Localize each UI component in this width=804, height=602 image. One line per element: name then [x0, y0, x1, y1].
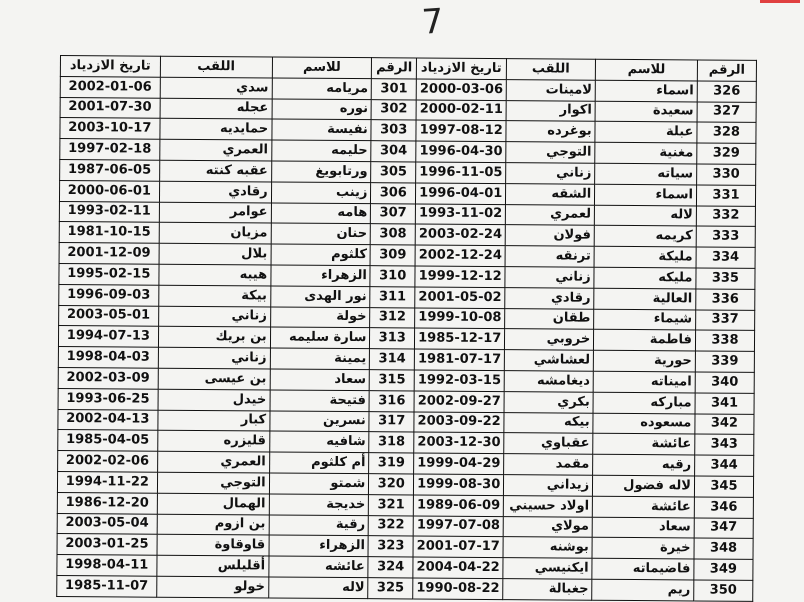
- name-cell: عائشة: [593, 434, 695, 456]
- number-cell: 314: [370, 349, 415, 370]
- date-cell: 1996-09-03: [59, 284, 159, 305]
- date-cell: 2003-05-01: [59, 305, 159, 326]
- surname-cell: التوجي: [157, 472, 269, 494]
- header-name-left: للاسم: [272, 57, 372, 78]
- name-cell: هامه: [271, 203, 371, 224]
- number-cell: 348: [694, 538, 753, 559]
- number-cell: 336: [696, 289, 755, 310]
- name-cell: فاطمة: [594, 330, 696, 352]
- surname-cell: خولو: [156, 576, 268, 598]
- corner-mark: [760, 0, 800, 3]
- surname-cell: خيدل: [158, 389, 270, 411]
- name-cell: زينب: [271, 182, 371, 203]
- date-cell: 1998-04-11: [57, 555, 157, 576]
- date-cell: 1989-06-09: [413, 495, 503, 516]
- number-cell: 313: [370, 328, 415, 349]
- surname-cell: طقان: [504, 308, 594, 329]
- name-cell: أم كلثوم: [269, 452, 369, 473]
- name-cell: يمينة: [270, 348, 370, 369]
- name-cell: الزهراء: [271, 265, 371, 286]
- number-cell: 310: [370, 266, 415, 287]
- name-cell: مسعوده: [593, 413, 695, 435]
- number-cell: 322: [369, 515, 414, 536]
- number-cell: 307: [371, 203, 416, 224]
- date-cell: 2003-10-17: [60, 118, 160, 139]
- name-cell: نور الهدى: [270, 286, 370, 307]
- date-cell: 1995-02-15: [59, 263, 159, 284]
- date-cell: 2002-12-24: [415, 245, 505, 266]
- date-cell: 1997-08-12: [416, 120, 506, 141]
- name-cell: لاله: [595, 205, 697, 227]
- number-cell: 338: [695, 330, 754, 351]
- header-number-left: الرقم: [372, 58, 417, 79]
- date-cell: 2003-05-04: [57, 513, 157, 534]
- name-cell: لاله فضول: [593, 475, 695, 497]
- number-cell: 315: [370, 370, 415, 391]
- number-cell: 321: [369, 494, 414, 515]
- register-table: [56, 55, 757, 602]
- surname-cell: عقباوي: [503, 433, 593, 454]
- name-cell: عائشة: [592, 496, 694, 518]
- date-cell: 2003-12-30: [414, 432, 504, 453]
- date-cell: 1997-07-08: [413, 516, 503, 537]
- surname-cell: أقليلس: [157, 555, 269, 577]
- name-cell: سياته: [595, 163, 697, 185]
- name-cell: خيرة: [592, 538, 694, 560]
- page-number: 7: [420, 1, 446, 43]
- number-cell: 343: [695, 434, 754, 455]
- date-cell: 1990-08-22: [413, 578, 503, 599]
- number-cell: 332: [696, 206, 755, 227]
- surname-cell: بوشنه: [503, 537, 593, 558]
- name-cell: سعيدة: [595, 101, 697, 123]
- name-cell: مليكة: [594, 246, 696, 268]
- surname-cell: خروبي: [504, 329, 594, 350]
- surname-cell: بن بريك: [158, 327, 270, 349]
- date-cell: 1985-12-17: [415, 328, 505, 349]
- date-cell: 1985-04-05: [58, 430, 158, 451]
- name-cell: سعاد: [270, 369, 370, 390]
- date-cell: 2002-02-06: [58, 451, 158, 472]
- date-cell: 1986-12-20: [57, 492, 157, 513]
- name-cell: ريم: [592, 579, 694, 601]
- surname-cell: التوجي: [505, 142, 595, 163]
- name-cell: لاله: [268, 577, 368, 598]
- name-cell: شمتو: [269, 473, 369, 494]
- number-cell: 345: [694, 476, 753, 497]
- header-surname-left: اللقب: [160, 56, 272, 78]
- date-cell: 2000-02-11: [416, 100, 506, 121]
- date-cell: 1998-04-03: [58, 347, 158, 368]
- number-cell: 344: [695, 455, 754, 476]
- number-cell: 341: [695, 393, 754, 414]
- surname-cell: هيبه: [159, 264, 271, 286]
- date-cell: 1994-11-22: [57, 471, 157, 492]
- number-cell: 302: [371, 99, 416, 120]
- date-cell: 2000-06-01: [59, 180, 159, 201]
- surname-cell: عوامر: [159, 202, 271, 224]
- date-cell: 2002-04-13: [58, 409, 158, 430]
- name-cell: مريامه: [272, 78, 372, 99]
- surname-cell: رقادي: [159, 181, 271, 203]
- surname-cell: بوغرده: [506, 121, 596, 142]
- surname-cell: عقبه كنته: [159, 160, 271, 182]
- surname-cell: العمري: [159, 139, 271, 161]
- name-cell: مليكه: [594, 267, 696, 289]
- number-cell: 311: [370, 286, 415, 307]
- name-cell: رقية: [269, 515, 369, 536]
- name-cell: نوره: [272, 99, 372, 120]
- date-cell: 1996-04-30: [416, 141, 506, 162]
- surname-cell: بن عيسى: [158, 368, 270, 390]
- name-cell: كلثوم: [271, 244, 371, 265]
- name-cell: شيماء: [594, 309, 696, 331]
- number-cell: 312: [370, 307, 415, 328]
- name-cell: عائشه: [269, 556, 369, 577]
- date-cell: 2002-09-27: [414, 391, 504, 412]
- surname-cell: لعمري: [505, 204, 595, 225]
- surname-cell: بن ازوم: [157, 514, 269, 536]
- table-body: [57, 76, 757, 601]
- number-cell: 340: [695, 372, 754, 393]
- surname-cell: اولاد حسيني: [503, 495, 593, 516]
- surname-cell: قاوقاوة: [157, 535, 269, 557]
- surname-cell: مقمد: [503, 454, 593, 475]
- date-cell: 1981-07-17: [414, 349, 504, 370]
- surname-cell: رقادي: [504, 287, 594, 308]
- date-cell: 2001-07-30: [60, 97, 160, 118]
- number-cell: 301: [372, 78, 417, 99]
- name-cell: اسماء: [595, 80, 697, 102]
- header-date-right: تاريخ الازدياد: [416, 58, 506, 79]
- surname-cell: زيداني: [503, 475, 593, 496]
- surname-cell: بيكه: [504, 412, 594, 433]
- number-cell: 323: [368, 536, 413, 557]
- date-cell: 1993-11-02: [415, 204, 505, 225]
- date-cell: 1987-06-05: [60, 159, 160, 180]
- number-cell: 330: [697, 164, 756, 185]
- table-row: [57, 575, 753, 601]
- number-cell: 346: [694, 497, 753, 518]
- name-cell: سعاد: [592, 517, 694, 539]
- number-cell: 318: [369, 432, 414, 453]
- surname-cell: الشقه: [505, 183, 595, 204]
- name-cell: حنان: [271, 223, 371, 244]
- surname-cell: زناني: [158, 347, 270, 369]
- date-cell: 2002-03-09: [58, 367, 158, 388]
- date-cell: 1999-12-12: [415, 266, 505, 287]
- surname-cell: بلال: [159, 243, 271, 265]
- surname-cell: اكوار: [506, 100, 596, 121]
- name-cell: ورتابويغ: [271, 161, 371, 182]
- number-cell: 306: [371, 182, 416, 203]
- surname-cell: لامينات: [506, 79, 596, 100]
- date-cell: 1999-10-08: [415, 308, 505, 329]
- number-cell: 325: [368, 578, 413, 599]
- date-cell: 2001-07-17: [413, 536, 503, 557]
- name-cell: رقيه: [593, 454, 695, 476]
- date-cell: 1996-11-05: [416, 162, 506, 183]
- number-cell: 320: [369, 474, 414, 495]
- date-cell: 2001-05-02: [415, 287, 505, 308]
- number-cell: 335: [696, 268, 755, 289]
- surname-cell: الهمال: [157, 493, 269, 515]
- date-cell: 2003-01-25: [57, 534, 157, 555]
- name-cell: عبلة: [595, 122, 697, 144]
- number-cell: 339: [695, 351, 754, 372]
- surname-cell: مزيان: [159, 223, 271, 245]
- surname-cell: عجله: [160, 98, 272, 120]
- number-cell: 350: [694, 580, 753, 601]
- date-cell: 1994-07-13: [58, 326, 158, 347]
- number-cell: 308: [371, 224, 416, 245]
- number-cell: 327: [697, 102, 756, 123]
- date-cell: 1993-06-25: [58, 388, 158, 409]
- header-surname-right: اللقب: [506, 59, 596, 80]
- surname-cell: ايكنيسي: [503, 558, 593, 579]
- date-cell: 1993-02-11: [59, 201, 159, 222]
- number-cell: 333: [696, 226, 755, 247]
- surname-cell: زناني: [505, 163, 595, 184]
- name-cell: العالية: [594, 288, 696, 310]
- date-cell: 2004-04-22: [413, 557, 503, 578]
- name-cell: مغنية: [595, 142, 697, 164]
- surname-cell: قليزره: [157, 431, 269, 453]
- name-cell: حورية: [593, 350, 695, 372]
- name-cell: اميناته: [593, 371, 695, 393]
- name-cell: مباركه: [593, 392, 695, 414]
- date-cell: 1992-03-15: [414, 370, 504, 391]
- surname-cell: بيكة: [158, 285, 270, 307]
- name-cell: نسرين: [270, 411, 370, 432]
- surname-cell: العمري: [157, 451, 269, 473]
- number-cell: 316: [369, 390, 414, 411]
- name-cell: نفيسة: [272, 119, 372, 140]
- surname-cell: لعشاشي: [504, 350, 594, 371]
- date-cell: 2003-09-22: [414, 412, 504, 433]
- number-cell: 324: [368, 557, 413, 578]
- surname-cell: ديغامشه: [504, 371, 594, 392]
- date-cell: 1985-11-07: [57, 575, 157, 596]
- date-cell: 2002-01-06: [60, 76, 160, 97]
- name-cell: خديجة: [269, 494, 369, 515]
- number-cell: 319: [369, 453, 414, 474]
- date-cell: 1999-04-29: [414, 453, 504, 474]
- name-cell: خولة: [270, 307, 370, 328]
- name-cell: فتيحة: [270, 390, 370, 411]
- date-cell: 1996-04-01: [416, 183, 506, 204]
- name-cell: الزهراء: [269, 535, 369, 556]
- header-date-left: تاريخ الازدياد: [60, 56, 160, 77]
- number-cell: 326: [697, 81, 756, 102]
- number-cell: 317: [369, 411, 414, 432]
- number-cell: 334: [696, 247, 755, 268]
- date-cell: 2001-12-09: [59, 243, 159, 264]
- surname-cell: مولاي: [503, 516, 593, 537]
- name-cell: شافيه: [269, 431, 369, 452]
- number-cell: 329: [697, 143, 756, 164]
- surname-cell: زناني: [158, 306, 270, 328]
- surname-cell: جغبالة: [502, 579, 592, 600]
- number-cell: 331: [696, 185, 755, 206]
- surname-cell: كبار: [158, 410, 270, 432]
- name-cell: فاضيماته: [592, 558, 694, 580]
- name-cell: اسماء: [595, 184, 697, 206]
- date-cell: 2003-02-24: [415, 224, 505, 245]
- name-cell: سارة سليمه: [270, 327, 370, 348]
- number-cell: 349: [694, 559, 753, 580]
- number-cell: 347: [694, 517, 753, 538]
- name-cell: كريمه: [594, 226, 696, 248]
- surname-cell: زناني: [505, 267, 595, 288]
- number-cell: 304: [371, 141, 416, 162]
- date-cell: 1981-10-15: [59, 222, 159, 243]
- date-cell: 1999-08-30: [414, 474, 504, 495]
- number-cell: 328: [697, 122, 756, 143]
- number-cell: 342: [695, 413, 754, 434]
- surname-cell: حمايديه: [160, 119, 272, 141]
- surname-cell: ترنقه: [505, 246, 595, 267]
- surname-cell: بكري: [504, 391, 594, 412]
- date-cell: 2000-03-06: [416, 79, 506, 100]
- number-cell: 305: [371, 162, 416, 183]
- name-cell: حليمه: [271, 140, 371, 161]
- date-cell: 1997-02-18: [60, 139, 160, 160]
- number-cell: 337: [696, 310, 755, 331]
- number-cell: 303: [371, 120, 416, 141]
- header-number-right: الرقم: [697, 60, 756, 81]
- surname-cell: فولان: [505, 225, 595, 246]
- surname-cell: سدي: [160, 77, 272, 99]
- number-cell: 309: [370, 245, 415, 266]
- header-name-right: للاسم: [596, 59, 698, 81]
